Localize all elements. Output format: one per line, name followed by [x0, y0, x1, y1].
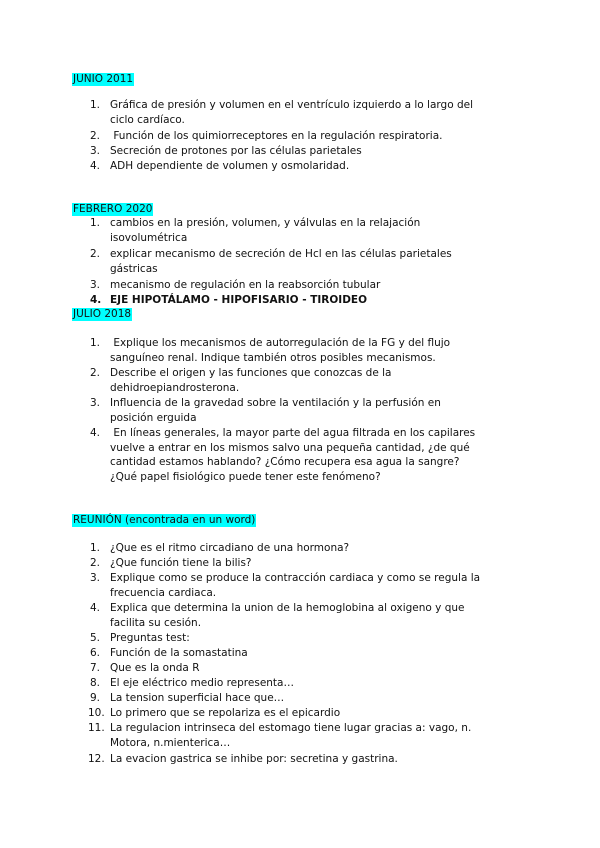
list-item-number: 1. [90, 337, 101, 349]
list-item-text [110, 631, 530, 646]
list-item [90, 691, 530, 706]
list-item-text [110, 601, 530, 630]
list-item-text [110, 541, 530, 556]
list-item-number: 4. [90, 294, 102, 306]
list-item-number: 3. [90, 572, 101, 584]
list-item-number: 3. [90, 397, 101, 409]
list-item [90, 661, 530, 676]
section-heading: FEBRERO 2020 [73, 203, 153, 215]
list-item-number: 7. [90, 662, 101, 674]
text-line: EJE HIPOTÁLAMO - HIPOFISARIO - TIROIDEO [110, 294, 368, 306]
list-item [90, 278, 530, 293]
list-item [90, 646, 530, 661]
list-item-text [110, 676, 530, 691]
list-item-number: 10. [88, 707, 105, 719]
list-item-number: 11. [88, 722, 105, 734]
text-line: gástricas [110, 262, 158, 275]
list-item-text [110, 691, 530, 706]
text-line: Describe el origen y las funciones que conozcas de la [110, 367, 392, 379]
list-item [90, 216, 530, 245]
text-line: posición erguida [110, 411, 197, 424]
text-line: ¿Qué papel fisiológico puede tener este fenómeno? [110, 470, 381, 483]
text-line: Explique como se produce la contracción cardiaca y como se regula la [110, 572, 481, 584]
text-line: Explique los mecanismos de autorregulación de la FG y del flujo [110, 337, 451, 349]
list-item-text [110, 556, 530, 571]
text-line: dehidroepiandrosterona. [110, 381, 240, 394]
text-line: facilita su cesión. [110, 616, 202, 629]
text-line: El eje eléctrico medio representa… [110, 677, 294, 689]
text-line: La tension superficial hace que… [110, 692, 285, 704]
list-item-text [110, 144, 530, 159]
list-item-number: 1. [90, 99, 101, 111]
list-item-text [110, 752, 530, 767]
list-item-number: 2. [90, 367, 101, 379]
list-item [90, 601, 530, 630]
text-line: Función de los quimiorreceptores en la regulación respiratoria. [110, 130, 443, 142]
list-item-text [110, 426, 530, 484]
list-item [90, 541, 530, 556]
text-line: cambios en la presión, volumen, y válvulas en la relajación [110, 217, 421, 229]
text-line: mecanismo de regulación en la reabsorción tubular [110, 279, 381, 291]
list-item-text [110, 661, 530, 676]
list-item-number: 1. [90, 542, 101, 554]
list-item [90, 706, 530, 721]
list-item [90, 159, 530, 174]
text-line: ¿Que función tiene la bilis? [110, 557, 252, 569]
list-item [90, 676, 530, 691]
list-item-number: 2. [90, 248, 101, 260]
list-item-number: 6. [90, 647, 101, 659]
list-item [90, 129, 530, 144]
text-line: Motora, n.mienterica… [110, 736, 231, 749]
list-item-text [110, 247, 530, 276]
list-item [90, 571, 530, 600]
list-item [90, 293, 530, 308]
list-item-text [110, 98, 530, 127]
list-item-text [110, 293, 530, 308]
text-line: Función de la somastatina [110, 647, 248, 659]
text-line: Influencia de la gravedad sobre la ventilación y la perfusión en [110, 397, 441, 409]
list-item-text [110, 571, 530, 600]
list-item [90, 426, 530, 484]
list-item [90, 247, 530, 276]
list-item [90, 98, 530, 127]
list-item [90, 556, 530, 571]
list-item-number: 4. [90, 602, 101, 614]
text-line: vuelve a entrar en los mismos salvo una pequeña cantidad, ¿de qué [110, 441, 470, 454]
section-heading: JUNIO 2011 [73, 73, 134, 85]
text-line: ¿Que es el ritmo circadiano de una hormona? [110, 542, 350, 554]
text-line: frecuencia cardiaca. [110, 586, 217, 599]
list-item-number: 5. [90, 632, 101, 644]
list-item [90, 631, 530, 646]
list-item-text [110, 721, 530, 750]
text-line: En líneas generales, la mayor parte del agua filtrada en los capilares [110, 427, 476, 439]
text-line: Que es la onda R [110, 662, 200, 674]
list-item-number: 9. [90, 692, 101, 704]
text-line: ADH dependiente de volumen y osmolaridad. [110, 160, 350, 172]
list-item-number: 12. [88, 753, 105, 765]
list-item-number: 3. [90, 279, 101, 291]
section-heading: REUNIÓN (encontrada en un word) [73, 514, 256, 526]
list-item-text [110, 278, 530, 293]
list-item-number: 2. [90, 557, 101, 569]
list-item-text [110, 646, 530, 661]
list-item-number: 4. [90, 160, 101, 172]
list-item-text [110, 159, 530, 174]
list-item [90, 336, 530, 365]
list-item-number: 1. [90, 217, 101, 229]
list-item [90, 144, 530, 159]
list-item-number: 3. [90, 145, 101, 157]
text-line: La evacion gastrica se inhibe por: secretina y gastrina. [110, 753, 398, 765]
text-line: Explica que determina la union de la hemoglobina al oxigeno y que [110, 602, 465, 614]
text-line: Secreción de protones por las células parietales [110, 145, 362, 157]
text-line: explicar mecanismo de secreción de Hcl en las células parietales [110, 248, 452, 260]
text-line: cantidad estamos hablando? ¿Cómo recupera esa agua la sangre? [110, 456, 460, 468]
text-line: Preguntas test: [110, 632, 190, 644]
text-line: ciclo cardíaco. [110, 113, 185, 126]
list-item [90, 396, 530, 425]
text-line: Lo primero que se repolariza es el epicardio [110, 707, 341, 719]
list-item [90, 366, 530, 395]
list-item-number: 2. [90, 130, 101, 142]
text-line: sanguíneo renal. Indique también otros posibles mecanismos. [110, 351, 436, 364]
section-heading: JULIO 2018 [73, 308, 132, 320]
text-line: La regulacion intrinseca del estomago tiene lugar gracias a: vago, n. [110, 722, 472, 734]
text-line: isovolumétrica [110, 231, 188, 244]
list-item-text [110, 216, 530, 245]
list-item [90, 752, 530, 767]
list-item-text [110, 396, 530, 425]
list-item-text [110, 366, 530, 395]
list-item [90, 721, 530, 750]
text-line: Gráfica de presión y volumen en el ventrículo izquierdo a lo largo del [110, 99, 474, 111]
list-item-text [110, 129, 530, 144]
list-item-text [110, 706, 530, 721]
list-item-number: 4. [90, 427, 101, 439]
list-item-text [110, 336, 530, 365]
list-item-number: 8. [90, 677, 101, 689]
